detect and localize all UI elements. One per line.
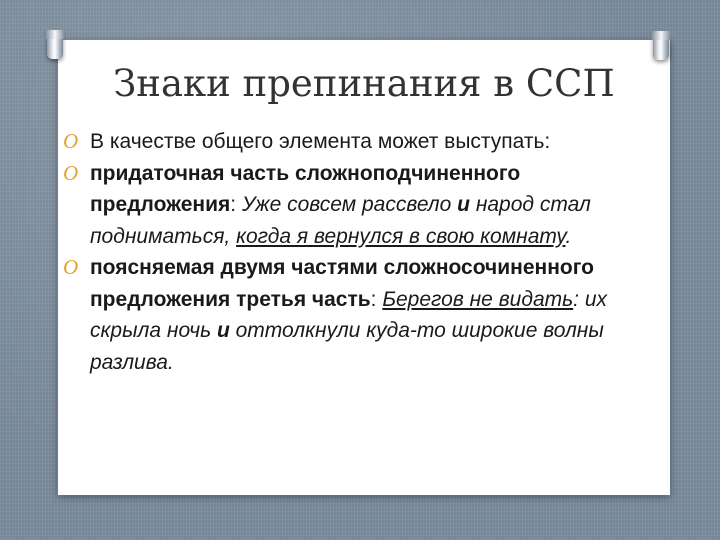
example-text: народ стал подниматься, [90,193,591,248]
item-text: В качестве общего элемента может выступать: [90,130,551,153]
item-lead: поясняемая двумя частями сложносочиненного предложения третья часть [90,256,594,311]
item-colon: : [370,287,383,311]
example-text: . [565,224,572,248]
bullet-list [58,126,648,378]
example-underlined: Берегов не видать [382,287,574,311]
slide-title: Знаки препинания в ССП [113,62,615,105]
list-item [58,158,648,253]
pushpin-icon [47,33,63,59]
example-text: : их скрыла ночь [90,287,608,342]
bullet-icon: O [63,255,79,279]
example-text: оттолкнули куда-то широкие волны разлива. [90,319,604,374]
item-lead: придаточная часть сложноподчиненного предложения [90,161,521,216]
example-underlined: когда я вернулся в свою комнату [236,224,566,248]
bullet-icon: O [63,129,79,153]
pushpin-icon [653,34,669,60]
list-item [58,252,648,378]
item-colon: : [230,193,242,216]
list-item [58,126,648,158]
conjunction: и [216,319,230,342]
example-text: Уже совсем рассвело [241,193,458,216]
conjunction: и [457,193,470,216]
bullet-icon: O [63,160,79,185]
